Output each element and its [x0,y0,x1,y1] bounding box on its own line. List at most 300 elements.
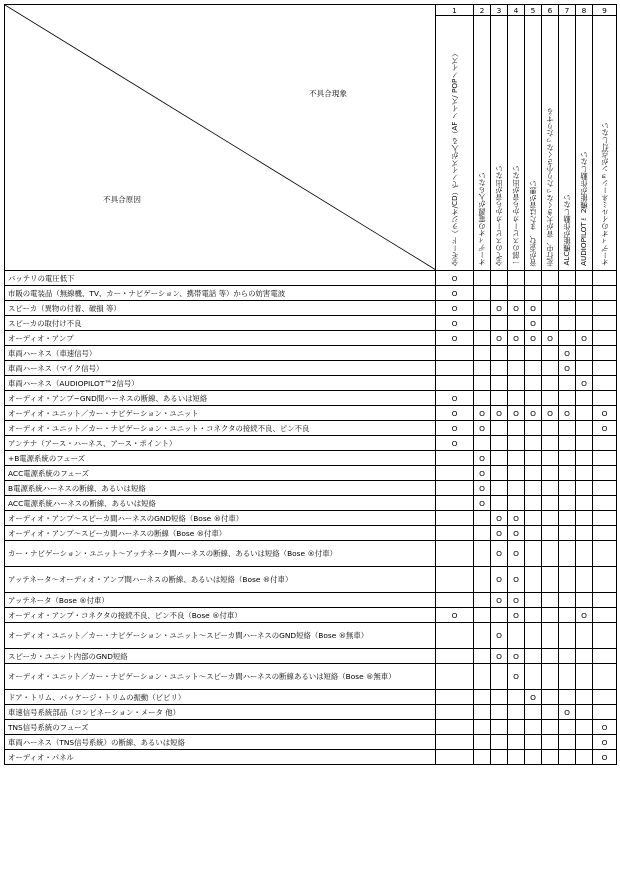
empty-cell [525,720,542,735]
empty-cell [559,623,576,649]
column-header-text: オーディオのイルミネーションが点灯しない [599,122,609,266]
empty-cell [491,376,508,391]
mark-circle: O [559,346,576,361]
mark-circle: O [508,593,525,608]
empty-cell [474,331,491,346]
table-row [5,436,617,451]
mark-circle: O [525,316,542,331]
mark-circle: O [436,436,474,451]
empty-cell [576,593,593,608]
empty-cell [559,593,576,608]
empty-cell [508,361,525,376]
empty-cell [474,376,491,391]
mark-circle: O [508,664,525,690]
empty-cell [474,286,491,301]
mark-circle: O [491,301,508,316]
empty-cell [576,451,593,466]
empty-cell [593,481,617,496]
table-row [5,541,617,567]
mark-circle: O [491,649,508,664]
mark-circle: O [474,451,491,466]
empty-cell [542,608,559,623]
cause-cell: オーディオ・アンプ・コネクタの接続不良、ピン不良（Bose ®付車） [5,608,436,623]
empty-cell [542,720,559,735]
empty-cell [576,316,593,331]
empty-cell [576,720,593,735]
empty-cell [491,466,508,481]
empty-cell [491,750,508,765]
mark-circle: O [436,421,474,436]
empty-cell [593,391,617,406]
table-row [5,286,617,301]
mark-circle: O [525,331,542,346]
empty-cell [508,623,525,649]
empty-cell [508,286,525,301]
mark-circle: O [436,286,474,301]
empty-cell [508,750,525,765]
empty-cell [559,286,576,301]
empty-cell [474,750,491,765]
mark-circle: O [474,481,491,496]
empty-cell [576,406,593,421]
empty-cell [542,346,559,361]
cause-cell: 車両ハーネス（TNS信号系統）の断線、あるいは短絡 [5,735,436,750]
table-row [5,361,617,376]
empty-cell [559,391,576,406]
empty-cell [491,421,508,436]
cause-cell: オーディオ・アンプ [5,331,436,346]
empty-cell [576,346,593,361]
mark-circle: O [593,735,617,750]
empty-cell [525,750,542,765]
column-header-text: AUDIOPILOT™2機能が作動しない [579,151,588,266]
empty-cell [525,421,542,436]
table-row [5,649,617,664]
empty-cell [508,690,525,705]
empty-cell [508,436,525,451]
empty-cell [593,376,617,391]
table-row [5,593,617,608]
column-header-5 [525,16,542,271]
table-row [5,623,617,649]
empty-cell [559,466,576,481]
empty-cell [436,649,474,664]
empty-cell [491,705,508,720]
mark-circle: O [491,541,508,567]
mark-circle: O [508,541,525,567]
mark-circle: O [559,361,576,376]
empty-cell [593,331,617,346]
empty-cell [559,664,576,690]
empty-cell [576,511,593,526]
cause-cell: 車両ハーネス（AUDIOPILOT™2信号） [5,376,436,391]
column-header-text: ALC機能が作動しない [562,194,571,266]
mark-circle: O [491,526,508,541]
empty-cell [436,346,474,361]
empty-cell [559,735,576,750]
empty-cell [508,271,525,286]
empty-cell [508,451,525,466]
column-header-text: 全モード（ラジオ/CD）でノイズが入る（AF ノイズ/ POPノイズ） [449,49,459,266]
table-row [5,720,617,735]
empty-cell [559,541,576,567]
empty-cell [593,271,617,286]
empty-cell [491,316,508,331]
empty-cell [474,316,491,331]
empty-cell [508,316,525,331]
empty-cell [593,496,617,511]
empty-cell [525,286,542,301]
cause-cell: 車速信号系統部品（コンビネーション・メータ 他） [5,705,436,720]
empty-cell [576,541,593,567]
table-row [5,690,617,705]
mark-circle: O [508,406,525,421]
empty-cell [474,567,491,593]
cause-cell: ACC電源系統のフューズ [5,466,436,481]
cause-cell: 市販の電装品（無線機、TV、カー・ナビゲーション、携帯電話 等）からの妨害電波 [5,286,436,301]
empty-cell [525,271,542,286]
empty-cell [436,567,474,593]
empty-cell [508,346,525,361]
empty-cell [525,735,542,750]
empty-cell [474,526,491,541]
mark-circle: O [474,466,491,481]
column-header-2 [474,16,491,271]
empty-cell [576,623,593,649]
column-number-2: 2 [474,5,491,16]
empty-cell [525,376,542,391]
cause-cell: オーディオ・アンプ~GND間ハーネスの断線、あるいは短絡 [5,391,436,406]
table-row [5,406,617,421]
empty-cell [474,705,491,720]
empty-cell [542,735,559,750]
empty-cell [593,436,617,451]
empty-cell [576,496,593,511]
table-row [5,421,617,436]
empty-cell [593,690,617,705]
empty-cell [525,511,542,526]
mark-circle: O [576,376,593,391]
mark-circle: O [508,331,525,346]
cause-cell: アッテネータ〜オーディオ・アンプ間ハーネスの断線、あるいは短絡（Bose ®付車） [5,567,436,593]
empty-cell [525,705,542,720]
column-number-row [5,5,617,16]
empty-cell [576,481,593,496]
empty-cell [436,511,474,526]
empty-cell [593,316,617,331]
mark-circle: O [474,421,491,436]
empty-cell [576,735,593,750]
mark-circle: O [491,623,508,649]
cause-cell: +B電源系統のフューズ [5,451,436,466]
table-row [5,567,617,593]
empty-cell [542,316,559,331]
empty-cell [474,690,491,705]
mark-circle: O [593,750,617,765]
empty-cell [576,567,593,593]
cause-cell: スピーカ・ユニット内部のGND短絡 [5,649,436,664]
empty-cell [559,331,576,346]
empty-cell [474,271,491,286]
empty-cell [576,301,593,316]
empty-cell [542,286,559,301]
empty-cell [559,526,576,541]
mark-circle: O [542,331,559,346]
column-number-7: 7 [559,5,576,16]
cause-cell: オーディオ・パネル [5,750,436,765]
mark-circle: O [559,705,576,720]
empty-cell [593,346,617,361]
empty-cell [559,690,576,705]
empty-cell [474,664,491,690]
empty-cell [474,735,491,750]
empty-cell [436,451,474,466]
empty-cell [542,361,559,376]
empty-cell [542,421,559,436]
empty-cell [576,526,593,541]
empty-cell [576,649,593,664]
cause-cell: アンテナ（アース・ハーネス、アース・ポイント） [5,436,436,451]
cause-cell: バッテリの電圧低下 [5,271,436,286]
empty-cell [508,720,525,735]
empty-cell [559,496,576,511]
cause-cell: B電源系統ハーネスの断線、あるいは短絡 [5,481,436,496]
mark-circle: O [491,567,508,593]
column-header-text: 一部のスピーカから音が出ない [511,165,520,266]
empty-cell [491,286,508,301]
mark-circle: O [436,301,474,316]
mark-circle: O [491,593,508,608]
empty-cell [542,690,559,705]
table-row [5,511,617,526]
column-header-6 [542,16,559,271]
empty-cell [542,301,559,316]
empty-cell [436,481,474,496]
empty-cell [436,623,474,649]
empty-cell [525,623,542,649]
empty-cell [542,376,559,391]
column-header-text: 全てのスピーカから音が出ない [494,165,503,266]
empty-cell [559,376,576,391]
empty-cell [576,466,593,481]
empty-cell [525,481,542,496]
table-row [5,705,617,720]
mark-circle: O [436,271,474,286]
empty-cell [576,690,593,705]
table-row [5,466,617,481]
mark-circle: O [436,391,474,406]
cause-cell: オーディオ・アンプ〜スピーカ間ハーネスのGND短絡（Bose ®付車） [5,511,436,526]
mark-circle: O [525,301,542,316]
table-row [5,481,617,496]
mark-circle: O [576,608,593,623]
diagonal-line [5,5,436,270]
mark-circle: O [436,608,474,623]
empty-cell [542,664,559,690]
empty-cell [525,451,542,466]
empty-cell [525,361,542,376]
empty-cell [576,664,593,690]
empty-cell [542,750,559,765]
empty-cell [525,391,542,406]
empty-cell [525,567,542,593]
cause-cell: TNS信号系統のフューズ [5,720,436,735]
empty-cell [508,481,525,496]
empty-cell [593,451,617,466]
empty-cell [525,466,542,481]
empty-cell [474,608,491,623]
cause-cell: ドア・トリム、パッケージ・トリムの振動（ビビリ） [5,690,436,705]
mark-circle: O [508,511,525,526]
table-row [5,331,617,346]
mark-circle: O [593,720,617,735]
empty-cell [525,436,542,451]
empty-cell [508,421,525,436]
table-row [5,750,617,765]
cause-cell: アッテネータ（Bose ®付車） [5,593,436,608]
column-header-3 [491,16,508,271]
empty-cell [576,750,593,765]
empty-cell [576,391,593,406]
empty-cell [559,750,576,765]
empty-cell [474,391,491,406]
column-number-3: 3 [491,5,508,16]
mark-circle: O [491,511,508,526]
mark-circle: O [593,406,617,421]
cause-cell: ACC電源系統ハーネスの断線、あるいは短絡 [5,496,436,511]
empty-cell [593,593,617,608]
empty-cell [593,286,617,301]
empty-cell [491,608,508,623]
mark-circle: O [491,406,508,421]
empty-cell [491,496,508,511]
empty-cell [593,301,617,316]
empty-cell [542,511,559,526]
empty-cell [559,567,576,593]
empty-cell [559,649,576,664]
mark-circle: O [559,406,576,421]
column-header-9 [593,16,617,271]
empty-cell [491,436,508,451]
empty-cell [542,436,559,451]
empty-cell [559,301,576,316]
empty-cell [576,286,593,301]
empty-cell [525,664,542,690]
column-number-6: 6 [542,5,559,16]
mark-circle: O [508,301,525,316]
mark-circle: O [491,331,508,346]
column-header-7 [559,16,576,271]
empty-cell [436,705,474,720]
empty-cell [508,466,525,481]
cause-label: 不具合原因 [103,195,141,204]
empty-cell [491,346,508,361]
cause-cell: スピーカ（異物の付着、破損 等） [5,301,436,316]
empty-cell [491,271,508,286]
troubleshooting-matrix [4,4,617,765]
cause-cell: 車両ハーネス（マイク信号） [5,361,436,376]
empty-cell [436,593,474,608]
empty-cell [436,361,474,376]
empty-cell [474,593,491,608]
empty-cell [593,649,617,664]
empty-cell [559,316,576,331]
empty-cell [474,623,491,649]
mark-circle: O [508,649,525,664]
column-header-text: 走行中、音が大きくなったり小さくなったりする [545,107,554,266]
column-header-8 [576,16,593,271]
empty-cell [508,705,525,720]
empty-cell [576,421,593,436]
empty-cell [559,481,576,496]
table-row [5,496,617,511]
cause-cell: オーディオ・ユニット／カー・ナビゲーション・ユニット [5,406,436,421]
mark-circle: O [436,316,474,331]
empty-cell [593,567,617,593]
table-row [5,451,617,466]
empty-cell [474,720,491,735]
table-row [5,346,617,361]
cause-cell: オーディオ・ユニット／カー・ナビゲーション・ユニット・コネクタの接続不良、ピン不良 [5,421,436,436]
mark-circle: O [508,526,525,541]
header-diagonal-cell [5,5,436,271]
empty-cell [542,451,559,466]
column-header-1 [436,16,474,271]
empty-cell [525,346,542,361]
column-header-4 [508,16,525,271]
empty-cell [542,567,559,593]
cause-cell: オーディオ・ユニット／カー・ナビゲーション・ユニット〜スピーカ間ハーネスの断線あるいは短絡（Bose ®無車） [5,664,436,690]
table-row [5,301,617,316]
empty-cell [593,705,617,720]
empty-cell [525,649,542,664]
empty-cell [474,649,491,664]
empty-cell [542,593,559,608]
empty-cell [525,593,542,608]
mark-circle: O [525,690,542,705]
empty-cell [525,496,542,511]
empty-cell [576,361,593,376]
empty-cell [436,690,474,705]
empty-cell [542,705,559,720]
empty-cell [593,664,617,690]
empty-cell [491,735,508,750]
table-row [5,526,617,541]
cause-cell: スピーカの取付け不良 [5,316,436,331]
phenomenon-label: 不具合現象 [309,89,347,98]
mark-circle: O [593,421,617,436]
empty-cell [576,271,593,286]
empty-cell [474,511,491,526]
column-header-text: 音が歪む、または音が悪い [528,179,537,266]
empty-cell [474,541,491,567]
empty-cell [542,541,559,567]
mark-circle: O [436,406,474,421]
table-row [5,608,617,623]
empty-cell [474,361,491,376]
mark-circle: O [525,406,542,421]
empty-cell [508,496,525,511]
empty-cell [436,541,474,567]
empty-cell [542,481,559,496]
empty-cell [593,466,617,481]
column-number-4: 4 [508,5,525,16]
empty-cell [542,496,559,511]
empty-cell [491,391,508,406]
mark-circle: O [474,496,491,511]
empty-cell [559,436,576,451]
empty-cell [474,346,491,361]
